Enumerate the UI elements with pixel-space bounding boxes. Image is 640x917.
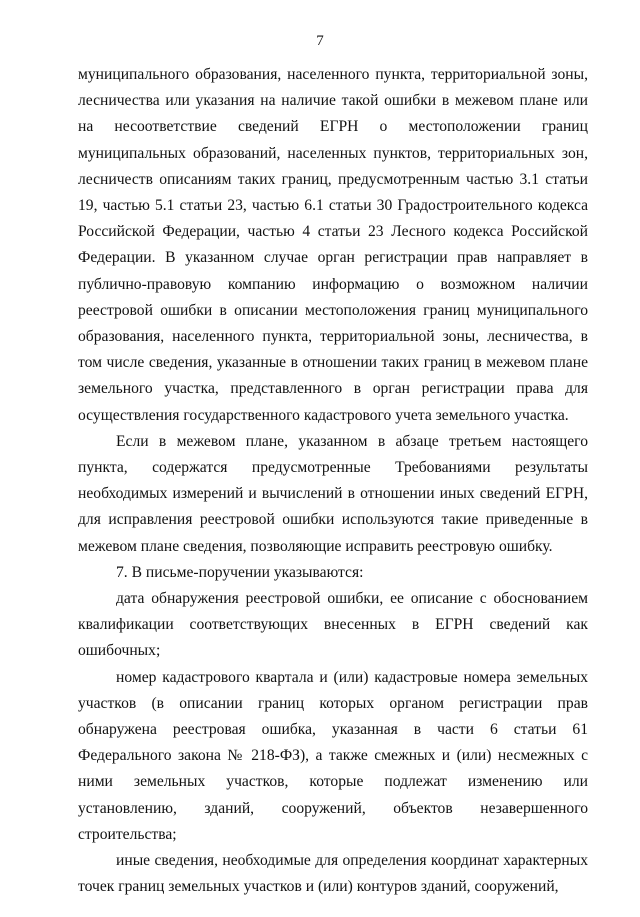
page-number: 7 <box>316 33 324 49</box>
paragraph-continuation: муниципального образования, населенного пункта, территориальной зоны, лесничества или указания на наличие такой ошибки в межевом плане или на несоответствие сведений ЕГРН о местоположении границ муниципальных образований, населенных пунктов, территориальных зон, лесничеств описаниям таких границ, предусмотренным частью 3.1 статьи 19, частью 5.1 статьи 23, частью 6.1 статьи 30 Градостроительного кодекса Российской Федерации, частью 4 статьи 23 Лесного кодекса Российской Федерации. В указанном случае орган регистрации прав направляет в публично-правовую компанию информацию о возможном наличии реестровой ошибки в описании местоположения границ муниципального образования, населенного пункта, территориальной зоны, лесничества, в том числе сведения, указанные в отношении таких границ в межевом плане земельного участка, представленного в орган регистрации права для осуществления государственного кадастрового учета земельного участка. <box>78 66 588 424</box>
document-body <box>78 62 588 901</box>
paragraph-discovery-date: дата обнаружения реестровой ошибки, ее описание с обоснованием квалификации соответствующих внесенных в ЕГРН сведений как ошибочных; <box>78 590 588 660</box>
paragraph-cadastral-numbers: номер кадастрового квартала и (или) кадастровые номера земельных участков (в описании границ которых органом регистрации прав обнаружена реестровая ошибка, указанная в части 6 статьи 61 Федерального закона № 218-ФЗ), а также смежных и (или) несмежных с ними земельных участков, которые подлежат изменению или установлению, зданий, сооружений, объектов незавершенного строительства; <box>78 668 588 843</box>
paragraph-other-info: иные сведения, необходимые для определения координат характерных точек границ земельных участков и (или) контуров зданий, сооружений, <box>78 852 588 896</box>
paragraph-item-7-heading: 7. В письме-поручении указываются: <box>116 563 364 581</box>
paragraph-mezhevoy-plan: Если в межевом плане, указанном в абзаце третьем настоящего пункта, содержатся предусмотренные Требованиями результаты необходимых измерений и вычислений в отношении иных сведений ЕГРН, для исправления реестровой ошибки используются такие приведенные в межевом плане сведения, позволяющие исправить реестровую ошибку. <box>78 432 588 555</box>
